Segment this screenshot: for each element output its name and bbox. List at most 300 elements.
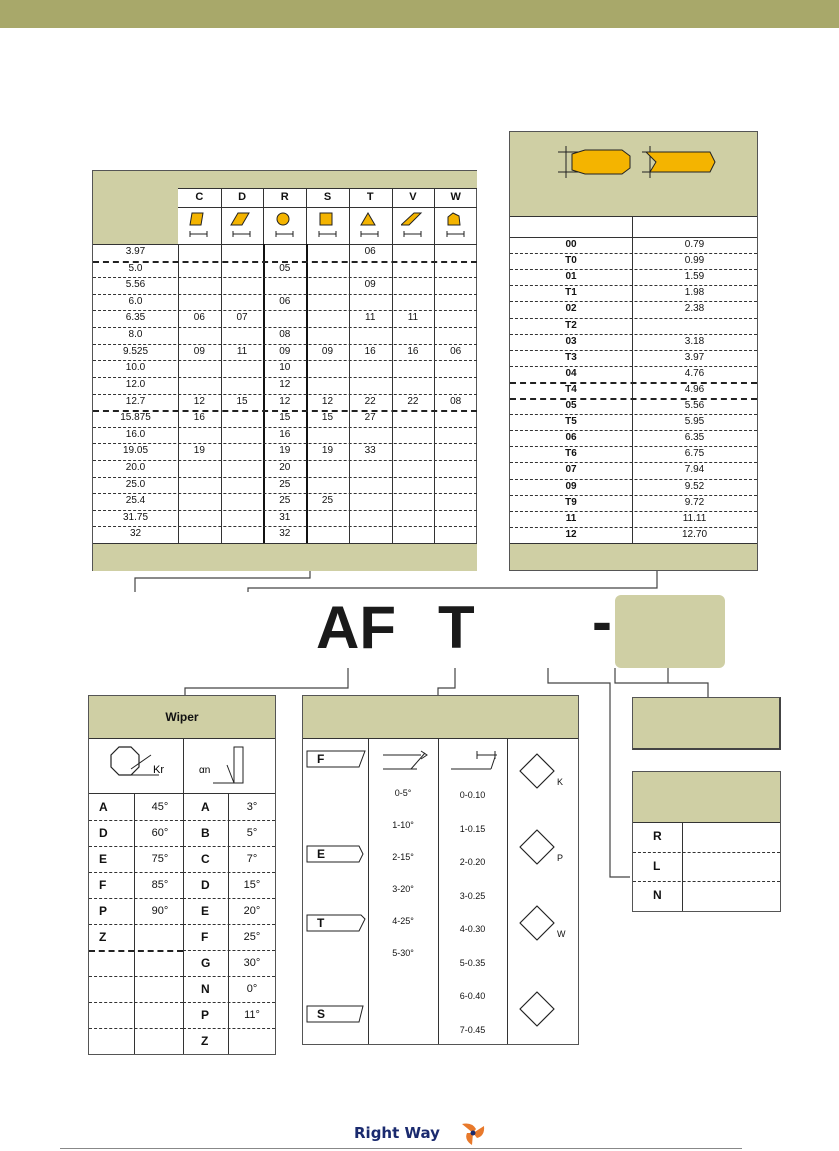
size-code — [392, 477, 435, 494]
size-diameter: 10.0 — [125, 362, 146, 374]
size-code: 16 — [193, 412, 205, 424]
size-code — [434, 410, 477, 427]
wiper-left-angle — [137, 1002, 183, 1028]
thickness-body — [510, 237, 757, 543]
size-code — [221, 244, 264, 261]
thickness-code: 00 — [565, 239, 577, 250]
chamfer-angle: 2-15° — [392, 852, 414, 862]
thickness-code: 05 — [565, 400, 577, 412]
brand-swirl-icon — [458, 1120, 488, 1146]
wiper-right-code: E — [201, 904, 210, 918]
wiper-right-code: B — [201, 826, 210, 840]
size-diameter: 5.0 — [128, 262, 143, 274]
size-diameter: 5.56 — [125, 279, 146, 291]
size-code: 12 — [279, 395, 291, 407]
size-code: 06 — [450, 345, 462, 357]
shape-code: D — [238, 191, 247, 203]
size-code: 19 — [193, 445, 205, 457]
chamfer-angle: 0-5° — [394, 788, 412, 798]
size-code: 22 — [364, 395, 376, 407]
size-code — [434, 327, 477, 344]
wiper-right-angle: 25° — [243, 931, 261, 943]
size-code — [392, 460, 435, 477]
size-code — [221, 327, 264, 344]
hand-header — [633, 772, 780, 822]
corner-label: W — [557, 929, 566, 939]
size-code — [392, 526, 435, 543]
size-code — [306, 327, 349, 344]
thickness-value: 6.35 — [684, 432, 705, 444]
size-table-top-header — [178, 171, 477, 188]
size-diameter: 12.7 — [125, 395, 146, 407]
size-code: 11 — [365, 312, 376, 324]
insert-shape-s-icon — [316, 210, 340, 240]
size-code — [392, 261, 435, 278]
size-code — [392, 360, 435, 377]
size-code: 11 — [407, 312, 419, 324]
size-code: 12 — [193, 395, 205, 407]
thickness-code: 02 — [565, 303, 577, 315]
thickness-value: 1.59 — [684, 271, 705, 283]
shape-header-row — [178, 188, 477, 244]
size-code: 09 — [193, 345, 205, 357]
thickness-code: 09 — [565, 480, 577, 492]
size-code — [434, 477, 477, 494]
size-code — [349, 261, 392, 278]
thickness-code: T2 — [565, 319, 577, 331]
insert-shape-t-icon — [358, 210, 382, 240]
size-code: 16 — [279, 428, 291, 440]
wiper-body — [89, 794, 275, 1054]
shape-code: V — [409, 191, 417, 203]
brand-name: Right Way — [354, 1124, 440, 1142]
chamfer-width: 2-0.20 — [459, 857, 486, 867]
shape-code: R — [280, 191, 289, 203]
shape-code: S — [323, 191, 332, 203]
size-code — [221, 510, 264, 527]
size-code — [306, 261, 349, 278]
size-code — [221, 360, 264, 377]
edge-type-code: E — [317, 847, 326, 861]
size-code: 05 — [279, 262, 291, 274]
chamfer-angle: 1-10° — [392, 820, 414, 830]
size-code — [221, 410, 264, 427]
corner-shape-icon — [517, 903, 557, 943]
size-code — [178, 244, 221, 261]
thickness-code: T9 — [565, 496, 577, 508]
alpha-angle-icon — [183, 739, 275, 791]
size-code: 25 — [279, 495, 291, 507]
wiper-title: Wiper — [89, 696, 275, 738]
chamfer-width: 3-0.25 — [459, 890, 486, 901]
thickness-value — [632, 318, 757, 334]
size-code — [221, 460, 264, 477]
edge-type-f-icon — [305, 749, 367, 771]
size-code — [392, 327, 435, 344]
edge-type-e-icon — [305, 844, 367, 866]
chamfer-width: 5-0.35 — [459, 957, 486, 968]
thickness-value: 0.99 — [684, 255, 705, 267]
size-code — [392, 427, 435, 444]
size-code — [306, 310, 349, 327]
size-code: 16 — [364, 345, 376, 357]
thickness-code: T3 — [565, 351, 577, 363]
chamfer-width: 0-0.10 — [459, 790, 486, 800]
wiper-left-code: F — [99, 878, 107, 892]
size-code — [178, 377, 221, 394]
wiper-right-code: Z — [201, 1034, 209, 1048]
hand-code: L — [653, 858, 661, 873]
corner-label: P — [557, 853, 564, 863]
size-code — [306, 294, 349, 311]
thickness-value: 4.76 — [684, 367, 705, 379]
size-code: 11 — [236, 345, 248, 357]
insert-shape-c-icon — [187, 210, 211, 240]
size-code — [434, 261, 477, 278]
kr-label: Kr — [153, 764, 164, 776]
wiper-right-angle: 30° — [243, 957, 261, 969]
size-code — [263, 310, 306, 327]
size-code — [434, 310, 477, 327]
thickness-code: 11 — [565, 512, 577, 524]
thickness-code: T1 — [565, 287, 577, 299]
size-code: 25 — [279, 478, 291, 490]
code-part-t: T — [438, 594, 475, 661]
size-code — [434, 493, 477, 510]
size-code — [349, 460, 392, 477]
wiper-left-angle — [137, 950, 183, 976]
thickness-table — [509, 131, 758, 571]
code-part-af: AF — [316, 594, 396, 661]
chamfer-width-icon — [449, 749, 499, 773]
size-code — [221, 377, 264, 394]
thickness-value: 3.97 — [684, 351, 705, 363]
wiper-left-angle: 60° — [151, 827, 169, 839]
size-code — [178, 493, 221, 510]
size-code: 16 — [407, 345, 419, 357]
edge-prep-table — [302, 695, 579, 1045]
size-code — [221, 427, 264, 444]
size-code: 06 — [193, 312, 205, 324]
wiper-left-code: A — [99, 800, 108, 814]
wiper-right-angle: 20° — [243, 905, 261, 917]
size-code: 09 — [364, 279, 376, 291]
thickness-code: T5 — [565, 416, 577, 428]
size-code — [221, 493, 264, 510]
thickness-value: 4.96 — [684, 383, 705, 395]
size-code — [392, 377, 435, 394]
wiper-right-angle: 5° — [246, 827, 258, 839]
wiper-right-angle: 11° — [244, 1009, 260, 1021]
wiper-left-angle — [137, 924, 183, 950]
size-code — [392, 510, 435, 527]
size-code: 06 — [364, 246, 376, 257]
insert-shape-r-icon — [273, 210, 297, 240]
size-code — [221, 261, 264, 278]
size-diameter: 12.0 — [125, 378, 146, 390]
thickness-value: 1.98 — [684, 287, 705, 299]
chamfer-angle-icon — [381, 749, 431, 773]
size-code: 27 — [364, 412, 376, 424]
shape-code: W — [450, 191, 461, 203]
size-diameter: 3.97 — [125, 246, 146, 257]
size-diameter: 15.875 — [120, 412, 151, 424]
chamfer-width: 1-0.15 — [459, 823, 486, 834]
size-code — [306, 377, 349, 394]
size-code — [434, 377, 477, 394]
size-code — [434, 460, 477, 477]
size-code — [263, 244, 306, 261]
size-code — [221, 294, 264, 311]
thickness-value: 11.11 — [682, 512, 707, 524]
size-table-corner-header — [93, 171, 178, 244]
size-code — [306, 477, 349, 494]
size-code: 15 — [236, 395, 248, 407]
hand-table — [632, 771, 781, 912]
wiper-right-angle: 7° — [246, 853, 258, 865]
size-code — [392, 294, 435, 311]
edge-type-t-icon — [305, 913, 367, 935]
size-code: 25 — [321, 495, 334, 507]
size-code: 32 — [279, 528, 291, 540]
chamfer-angle: 5-30° — [392, 948, 414, 958]
size-code — [392, 244, 435, 261]
wiper-right-angle — [229, 1028, 275, 1054]
size-code: 15 — [279, 412, 291, 424]
wiper-left-code — [99, 976, 129, 1002]
thickness-code: T4 — [565, 383, 577, 395]
size-diameter: 32 — [129, 528, 142, 540]
hand-code: N — [653, 888, 662, 903]
thickness-code: 07 — [565, 464, 577, 476]
size-code: 19 — [279, 445, 291, 457]
size-table-footer — [93, 543, 477, 571]
thickness-value: 3.18 — [684, 335, 705, 347]
size-code — [306, 277, 349, 294]
brand-logo — [354, 1120, 494, 1148]
size-code — [178, 460, 221, 477]
size-diameter: 25.0 — [125, 478, 146, 490]
insert-size-table — [92, 170, 477, 571]
thickness-code: 01 — [565, 271, 577, 283]
size-code — [349, 327, 392, 344]
size-code — [434, 277, 477, 294]
size-code — [178, 327, 221, 344]
size-code: 10 — [279, 362, 291, 374]
edge-type-code: F — [317, 752, 325, 766]
size-code — [263, 277, 306, 294]
size-code: 12 — [321, 395, 334, 407]
insert-shape-d-icon — [230, 210, 254, 240]
edge-type-code: T — [317, 916, 325, 930]
edge-prep-header — [303, 696, 578, 738]
size-code — [349, 294, 392, 311]
size-code — [178, 294, 221, 311]
size-diameter: 31.75 — [122, 511, 149, 523]
wiper-right-code: F — [201, 930, 209, 944]
size-code: 19 — [321, 445, 334, 457]
hand-body — [633, 822, 780, 911]
wiper-right-angle: 0° — [246, 983, 258, 995]
size-code: 08 — [279, 329, 291, 341]
size-code — [392, 443, 435, 460]
size-code — [178, 510, 221, 527]
size-code — [434, 510, 477, 527]
size-code — [178, 277, 221, 294]
chamfer-width: 7-0.45 — [459, 1024, 486, 1035]
wiper-left-code: E — [99, 852, 108, 866]
thickness-header — [510, 132, 757, 216]
wiper-left-angle — [137, 1028, 183, 1054]
edge-type-code: S — [317, 1007, 326, 1021]
size-code — [221, 277, 264, 294]
wiper-right-code: N — [201, 982, 210, 996]
footer-rule — [60, 1148, 742, 1149]
chipbreaker-code-box — [615, 595, 725, 668]
size-code — [434, 360, 477, 377]
corner-shape-icon — [517, 827, 557, 867]
wiper-right-angle: 3° — [246, 801, 258, 813]
wiper-left-code — [99, 1002, 129, 1028]
insert-shape-w-icon — [444, 210, 468, 240]
wiper-left-angle: 75° — [151, 853, 169, 865]
wiper-left-angle: 90° — [151, 905, 169, 917]
size-code: 08 — [450, 395, 462, 407]
wiper-left-code: P — [99, 904, 108, 918]
top-band — [0, 0, 839, 28]
thickness-value: 12.70 — [681, 528, 708, 540]
size-code — [221, 443, 264, 460]
size-code — [434, 294, 477, 311]
size-code — [349, 427, 392, 444]
shape-code: T — [366, 191, 374, 203]
size-code — [178, 360, 221, 377]
size-code: 06 — [279, 295, 291, 307]
size-code: 09 — [321, 345, 334, 357]
size-code — [306, 510, 349, 527]
size-diameter: 9.525 — [122, 345, 149, 357]
wiper-right-code: G — [201, 956, 211, 970]
size-diameter: 25.4 — [125, 495, 146, 507]
size-code — [349, 477, 392, 494]
size-code: 15 — [321, 412, 334, 424]
size-code: 12 — [279, 378, 291, 390]
corner-shape-icon — [517, 751, 557, 791]
hand-code: R — [653, 829, 662, 843]
size-code — [349, 510, 392, 527]
size-code — [392, 410, 435, 427]
size-code — [306, 244, 349, 261]
size-code — [349, 493, 392, 510]
thickness-value: 6.75 — [684, 448, 705, 460]
size-code — [178, 526, 221, 543]
chamfer-angle: 4-25° — [392, 916, 414, 926]
thickness-value: 5.95 — [684, 416, 705, 428]
corner-shape-icon — [517, 989, 557, 1029]
size-code — [221, 477, 264, 494]
thickness-value: 2.38 — [684, 303, 705, 315]
insert-shape-v-icon — [401, 210, 425, 240]
size-code — [434, 443, 477, 460]
wiper-left-code — [99, 950, 129, 976]
alpha-label: αn — [199, 765, 211, 776]
chamfer-width: 6-0.40 — [459, 991, 486, 1001]
wiper-table — [88, 695, 276, 1055]
size-code: 07 — [236, 312, 248, 324]
thickness-value: 9.72 — [684, 496, 705, 508]
wiper-left-code: Z — [99, 930, 107, 944]
thickness-value: 5.56 — [684, 400, 705, 412]
wiper-left-angle: 45° — [151, 801, 169, 813]
edge-type-s-icon — [305, 1004, 367, 1026]
thickness-footer — [510, 543, 757, 570]
wiper-right-code: C — [201, 852, 210, 866]
size-code — [178, 261, 221, 278]
thickness-value: 9.52 — [684, 480, 705, 492]
code-dash: - — [592, 588, 612, 655]
size-code — [306, 460, 349, 477]
wiper-right-code: P — [201, 1008, 210, 1022]
corner-label: K — [557, 777, 564, 787]
shape-code: C — [195, 191, 204, 203]
size-diameter: 6.35 — [125, 312, 146, 324]
size-table-body — [93, 244, 477, 543]
wiper-left-code — [99, 1028, 129, 1054]
size-code — [306, 526, 349, 543]
size-code — [434, 244, 477, 261]
size-code — [392, 493, 435, 510]
thickness-code: 06 — [565, 432, 577, 444]
thickness-code: T6 — [565, 448, 577, 460]
size-diameter: 16.0 — [125, 428, 146, 440]
size-diameter: 8.0 — [128, 329, 143, 341]
size-code — [178, 427, 221, 444]
kr-angle-icon — [89, 739, 179, 791]
wiper-right-code: A — [201, 800, 210, 814]
wiper-right-code: D — [201, 878, 210, 892]
size-diameter: 20.0 — [125, 461, 146, 473]
size-code: 33 — [364, 445, 376, 457]
thickness-code: T0 — [565, 255, 577, 267]
insert-note-box — [632, 697, 781, 750]
edge-body — [303, 739, 578, 1044]
thickness-code: 04 — [565, 367, 577, 379]
size-code — [178, 477, 221, 494]
wiper-left-code: D — [99, 826, 108, 840]
size-code — [349, 360, 392, 377]
chamfer-width: 4-0.30 — [459, 924, 486, 934]
thickness-value: 0.79 — [684, 239, 705, 250]
size-code — [349, 377, 392, 394]
wiper-right-angle: 15° — [243, 879, 261, 891]
thickness-code: 03 — [565, 335, 577, 347]
size-diameter: 6.0 — [128, 295, 143, 307]
size-code — [306, 427, 349, 444]
size-code — [392, 277, 435, 294]
insert-thickness-icon — [510, 132, 757, 216]
thickness-code: 12 — [565, 528, 577, 540]
size-diameter: 19.05 — [122, 445, 149, 457]
size-code: 22 — [407, 395, 419, 407]
size-code: 31 — [279, 511, 291, 523]
wiper-left-angle — [137, 976, 183, 1002]
size-code — [349, 526, 392, 543]
size-code: 20 — [279, 461, 291, 473]
size-code — [434, 526, 477, 543]
thickness-value: 7.94 — [684, 464, 705, 476]
size-code — [434, 427, 477, 444]
size-code — [306, 360, 349, 377]
